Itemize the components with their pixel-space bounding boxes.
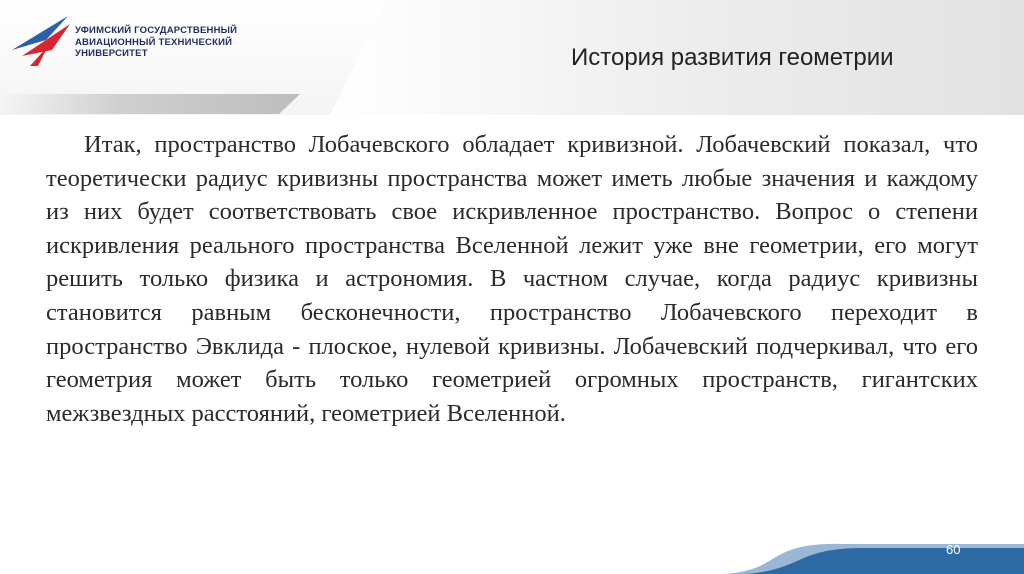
university-name [75,25,237,60]
author-watermark [475,547,477,554]
header-underline-stripe [0,94,300,114]
university-name-line-1: УФИМСКИЙ ГОСУДАРСТВЕННЫЙ [75,25,238,36]
slide-title: История развития геометрии [571,44,894,71]
footer-wave-decoration [724,534,1024,574]
university-name-line-2: АВИАЦИОННЫЙ ТЕХНИЧЕСКИЙ [75,36,233,48]
university-name-line-3: УНИВЕРСИТЕТ [75,48,148,59]
page-number: 60 [946,542,961,557]
slide-body-paragraph: Итак, пространство Лобачевского обладает кривизной. Лобачевский показал, что теоретически радиус кривизны пространства может иметь любые значения и каждому из них будет соответствовать свое искривленное пространство. Вопрос о степени искривления реального пространства Вселенной лежит уже вне геометрии, его могут решить только физика и астрономия. В частном случае, когда радиус кривизны становится равным бесконечности, пространство Лобачевского переходит в пространство Эвклида - плоское, нулевой кривизны. Лобачевский подчеркивал, что его геометрия может быть только геометрией огромных пространств, гигантских межзвездных расстояний, геометрией Вселенной. [46,131,978,427]
university-wing-logo-icon [8,10,72,68]
